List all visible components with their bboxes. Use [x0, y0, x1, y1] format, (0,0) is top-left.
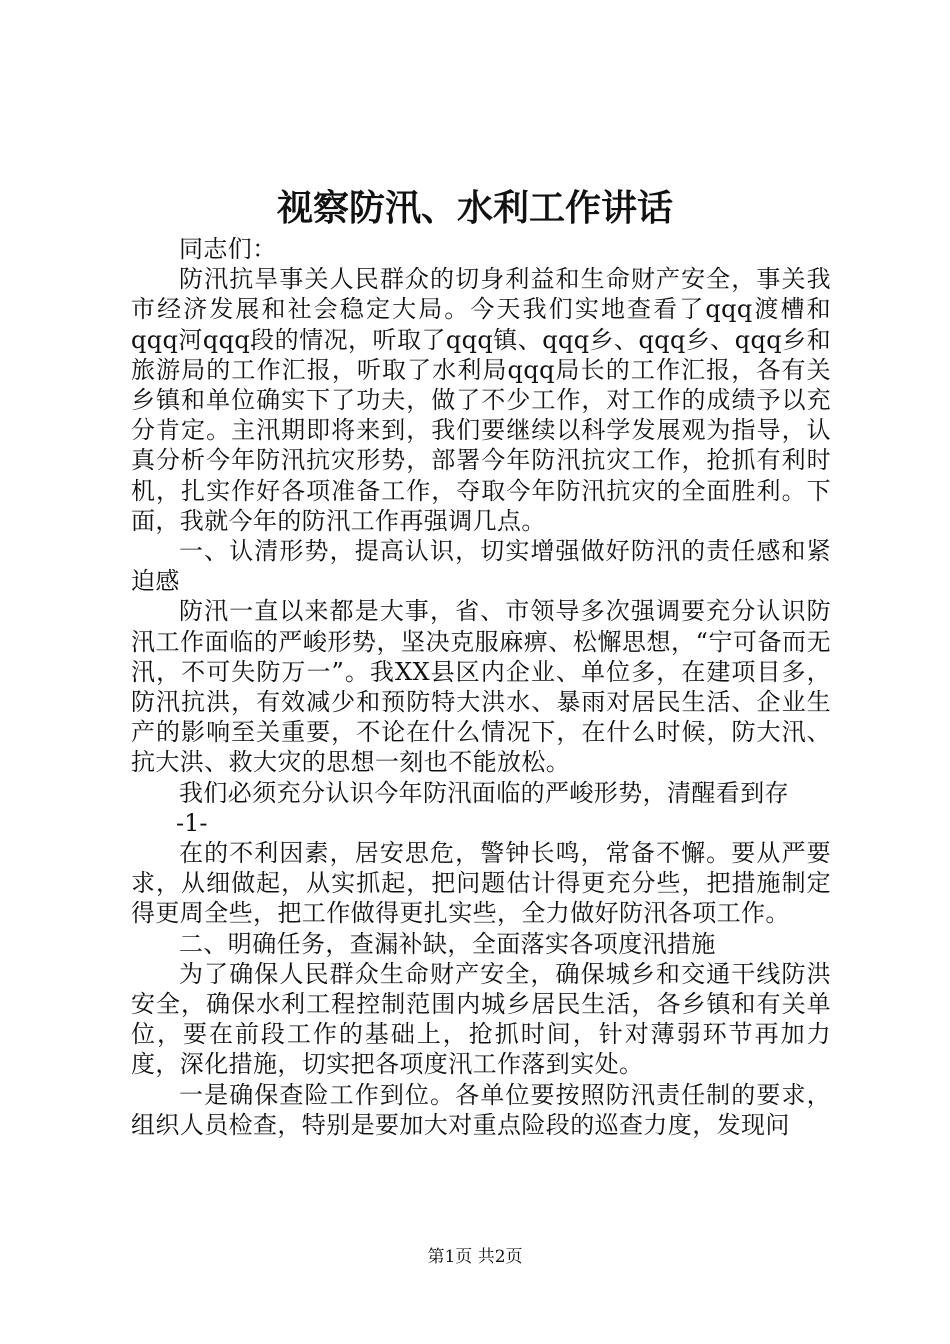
- page-footer: 第1页 共2页: [427, 1247, 523, 1267]
- section-2-item-1: 一是确保查险工作到位。各单位要按照防汛责任制的要求，组织人员检查，特别是要加大对重点险段的巡查力度，发现问: [131, 1080, 831, 1139]
- document-body: [131, 234, 831, 1140]
- section-2-paragraph: 为了确保人民群众生命财产安全，确保城乡和交通干线防洪安全，确保水利工程控制范围内城乡居民生活，各乡镇和有关单位，要在前段工作的基础上，抢抓时间，针对薄弱环节再加力度，深化措施，切实把各项度汛工作落到实处。: [131, 959, 831, 1079]
- section-heading-2: 二、明确任务，查漏补缺，全面落实各项度汛措施: [179, 929, 716, 958]
- section-1-paragraph-tail: 在的不利因素，居安思危，警钟长鸣，常备不懈。要从严要求，从细做起，从实抓起，把问题估计得更充分些，把措施制定得更周全些，把工作做得更扎实些，全力做好防汛各项工作。: [131, 839, 831, 928]
- section-1-paragraph-continued: 我们必须充分认识今年防汛面临的严峻形势，清醒看到存: [179, 778, 789, 807]
- inline-page-number: -1-: [176, 808, 208, 837]
- salutation: 同志们：: [179, 235, 277, 263]
- section-1-paragraph: 防汛一直以来都是大事，省、市领导多次强调要充分认识防汛工作面临的严峻形势，坚决克服麻痹、松懈思想，“宁可备而无汛，不可失防万一”。我XX县区内企业、单位多，在建项目多，防汛抗洪，有效减少和预防特大洪水、暴雨对居民生活、企业生产的影响至关重要，不论在什么情况下，在什么时候，防大汛、抗大洪、救大灾的思想一刻也不能放松。: [131, 597, 831, 777]
- section-heading-1: 一、认清形势，提高认识，切实增强做好防汛的责任感和紧迫感: [131, 537, 831, 596]
- intro-paragraph: 防汛抗旱事关人民群众的切身利益和生命财产安全，事关我市经济发展和社会稳定大局。今天我们实地查看了qqq渡槽和qqq河qqq段的情况，听取了qqq镇、qqq乡、qqq乡、qqq乡和旅游局的工作汇报，听取了水利局qqq局长的工作汇报，各有关乡镇和单位确实下了功夫，做了不少工作，对工作的成绩予以充分肯定。主汛期即将来到，我们要继续以科学发展观为指导，认真分析今年防汛抗灾形势，部署今年防汛抗灾工作，抢抓有利时机，扎实作好各项准备工作，夺取今年防汛抗灾的全面胜利。下面，我就今年的防汛工作再强调几点。: [131, 265, 831, 535]
- document-title: 视察防汛、水利工作讲话: [276, 187, 673, 229]
